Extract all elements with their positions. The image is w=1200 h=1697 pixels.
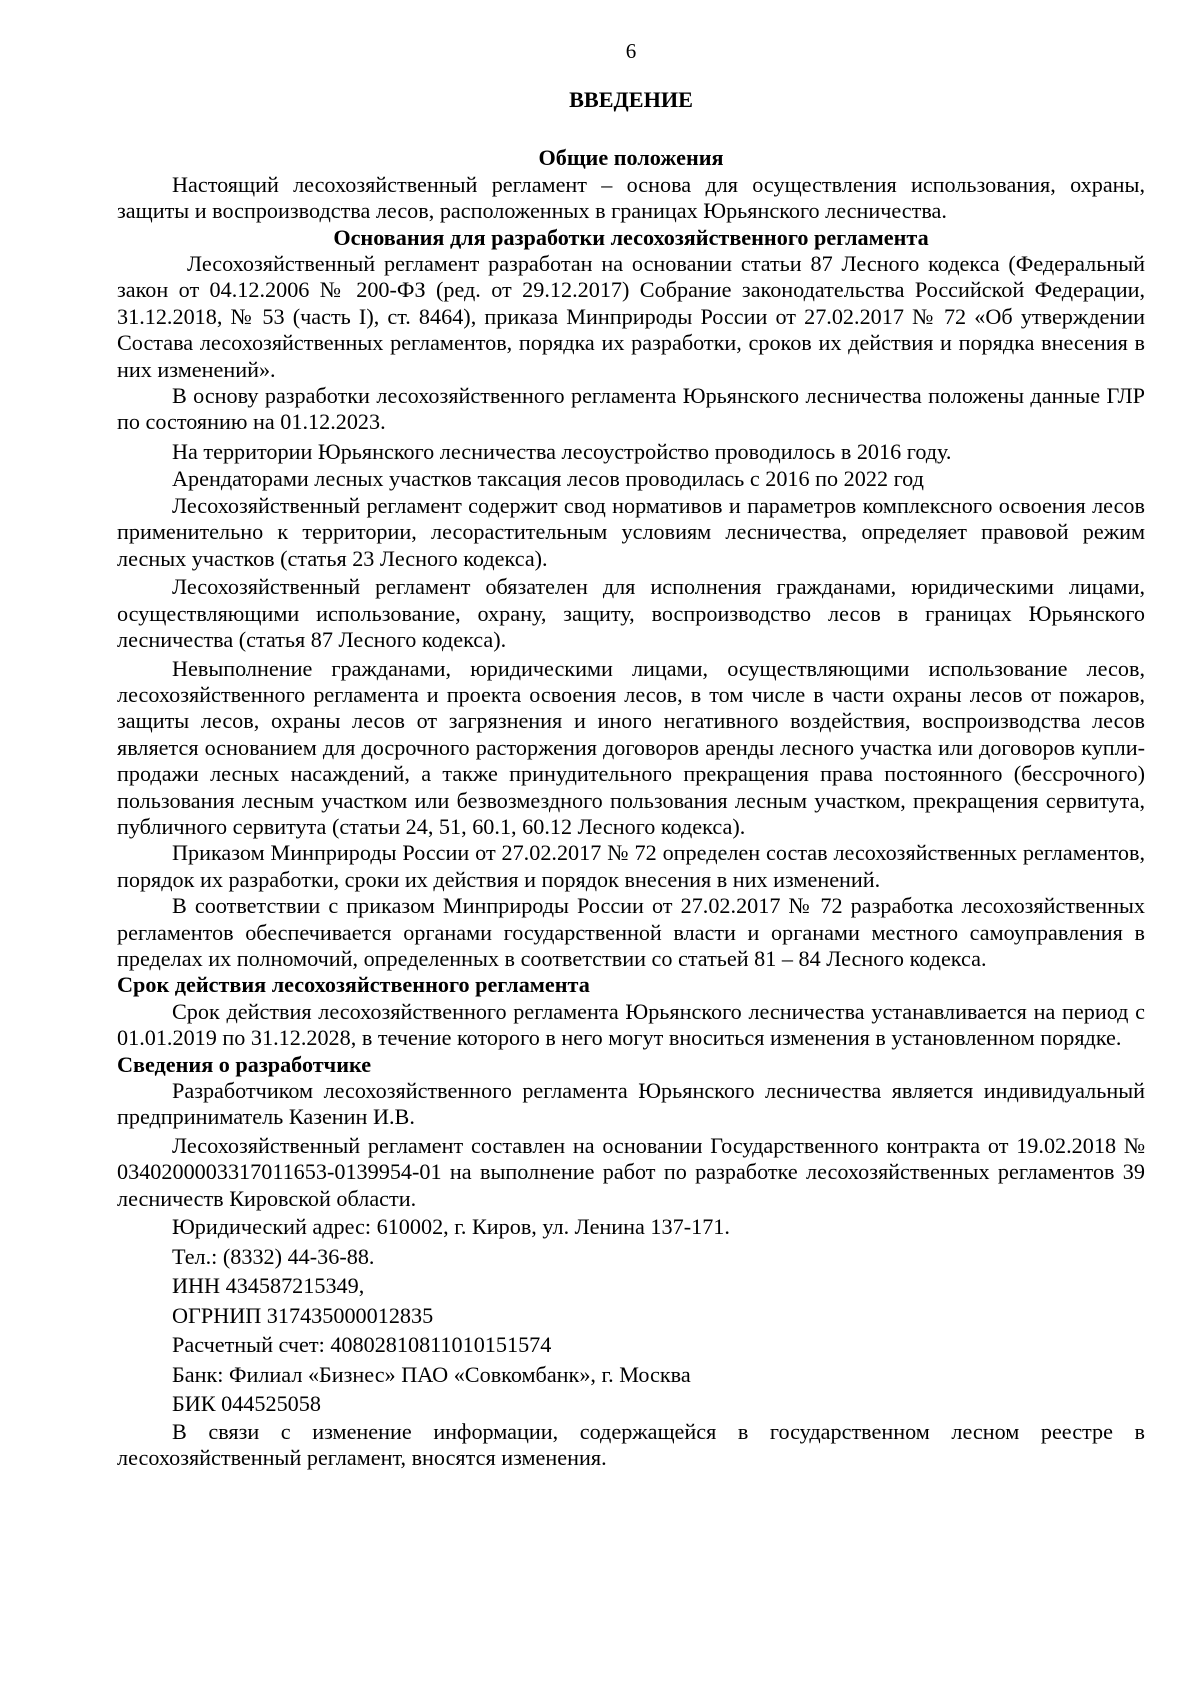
developer-account: Расчетный счет: 40802810811010151574 xyxy=(172,1332,552,1358)
document-title: ВВЕДЕНИЕ xyxy=(569,87,693,112)
developer-address: Юридический адрес: 610002, г. Киров, ул. Ленина 137-171. xyxy=(172,1214,730,1240)
section-basis-heading: Основания для разработки лесохозяйственного регламента xyxy=(333,224,929,250)
section-general xyxy=(117,145,1145,224)
developer-phone: Тел.: (8332) 44-36-88. xyxy=(172,1243,375,1269)
page-number: 6 xyxy=(625,39,637,63)
paragraph: Лесохозяйственный регламент составлен на основании Государственного контракта от 19.02.2018 № 0340200003317011653-0139954-01 на выполнение работ по разработке лесохозяйственных регламентов 39 лесничеств Кировской области. xyxy=(117,1132,1145,1211)
paragraph: Срок действия лесохозяйственного регламента Юрьянского лесничества устанавливается на период с 01.01.2019 по 31.12.2028, в течение которого в него могут вноситься изменения в установленном порядке. xyxy=(117,998,1145,1051)
paragraph: Настоящий лесохозяйственный регламент – основа для осуществления использования, охраны, защиты и воспроизводства лесов, расположенных в границах Юрьянского лесничества. xyxy=(117,171,1145,224)
paragraph: Лесохозяйственный регламент обязателен для исполнения гражданами, юридическими лицами, осуществляющими использование, охрану, защиту, воспроизводство лесов в границах Юрьянского лесничества (статья 87 Лесного кодекса). xyxy=(117,574,1145,653)
developer-ogrnip: ОГРНИП 317435000012835 xyxy=(172,1302,434,1328)
paragraph: Разработчиком лесохозяйственного регламента Юрьянского лесничества является индивидуальный предприниматель Казенин И.В. xyxy=(117,1078,1145,1130)
paragraph: В основу разработки лесохозяйственного регламента Юрьянского лесничества положены данные ГЛР по состоянию на 01.12.2023. xyxy=(117,383,1145,435)
developer-bik: БИК 044525058 xyxy=(172,1391,321,1417)
paragraph: Лесохозяйственный регламент содержит свод нормативов и параметров комплексного освоения лесов применительно к территории, лесорастительным условиям лесничества, определяет правовой режим лесных участков (статья 23 Лесного кодекса). xyxy=(117,493,1145,571)
paragraph: В связи с изменение информации, содержащейся в государственном лесном реестре в лесохозяйственный регламент, вносятся изменения. xyxy=(117,1418,1145,1470)
document-page xyxy=(117,38,1145,1471)
paragraph: Приказом Минприроды России от 27.02.2017 № 72 определен состав лесохозяйственных регламентов, порядок их разработки, сроки их действия и порядок внесения в них изменений. xyxy=(117,840,1145,892)
paragraph: В соответствии с приказом Минприроды России от 27.02.2017 № 72 разработка лесохозяйственных регламентов обеспечивается органами государственной власти и органами местного самоуправления в пределах их полномочий, определенных в соответствии со статьей 81 – 84 Лесного кодекса. xyxy=(117,893,1145,971)
paragraph: Арендаторами лесных участков таксация лесов проводилась с 2016 по 2022 год xyxy=(172,466,924,492)
paragraph: На территории Юрьянского лесничества лесоустройство проводилось в 2016 году. xyxy=(172,438,952,464)
section-developer xyxy=(117,1052,1145,1472)
paragraph: Лесохозяйственный регламент разработан на основании статьи 87 Лесного кодекса (Федеральный закон от 04.12.2006 № 200-ФЗ (ред. от 29.12.2017) Собрание законодательства Российской Федерации, 31.12.2018, № 53 (часть I), ст. 8464), приказа Минприроды России от 27.02.2017 № 72 «Об утверждении Состава лесохозяйственных регламентов, порядка их разработки, сроков их действия и порядка внесения в них изменений». xyxy=(117,251,1145,382)
paragraph: Невыполнение гражданами, юридическими лицами, осуществляющими использование лесов, лесохозяйственного регламента и проекта освоения лесов, в том числе в части охраны лесов от пожаров, защиты лесов, охраны лесов от загрязнения и иного негативного воздействия, воспроизводства лесов является основанием для досрочного расторжения договоров аренды лесного участка или договоров купли-продажи лесных насаждений, а также принудительного прекращения права постоянного (бессрочного) пользования лесным участком или безвозмездного пользования лесным участком, прекращения сервитута, публичного сервитута (статьи 24, 51, 60.1, 60.12 Лесного кодекса). xyxy=(117,655,1145,839)
section-developer-heading: Сведения о разработчике xyxy=(117,1051,372,1077)
section-general-heading: Общие положения xyxy=(538,145,724,171)
section-basis xyxy=(117,225,1145,973)
section-term-heading: Срок действия лесохозяйственного регламента xyxy=(117,972,590,998)
developer-inn: ИНН 434587215349, xyxy=(172,1273,365,1299)
section-term xyxy=(117,972,1145,1051)
developer-bank: Банк: Филиал «Бизнес» ПАО «Совкомбанк», г. Москва xyxy=(172,1361,691,1387)
